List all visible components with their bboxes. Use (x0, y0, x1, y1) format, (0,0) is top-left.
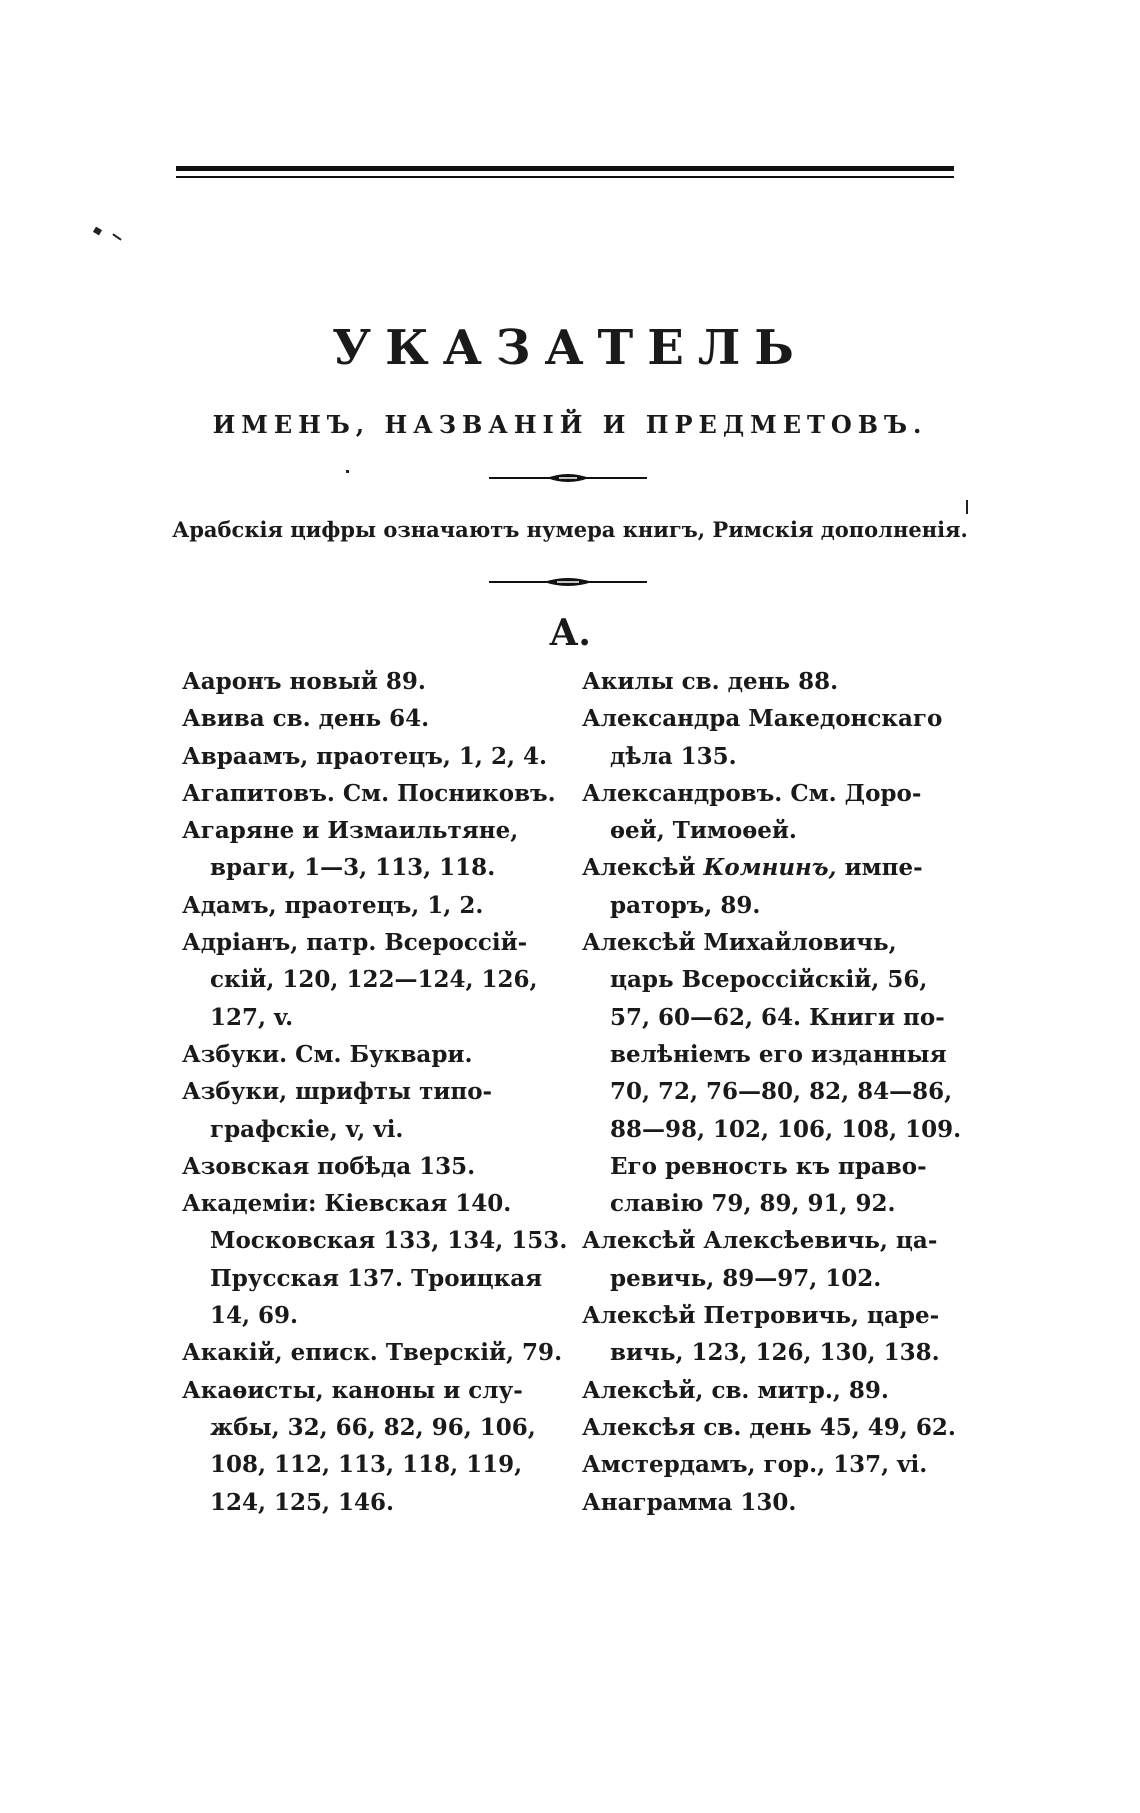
index-entry-line (182, 1297, 562, 1334)
index-entry-line (582, 849, 962, 886)
entry-text: ѳей, Тимоѳей. (610, 817, 797, 845)
entry-text: Анаграмма 130. (582, 1488, 797, 1516)
entry-text-italic: Комнинъ, (703, 854, 837, 882)
index-entry-line (182, 887, 562, 924)
index-entry-line (182, 1148, 562, 1185)
entry-text: графскіе, v, vi. (210, 1115, 404, 1143)
index-entry-line (182, 1409, 562, 1446)
index-entry-line (182, 1073, 562, 1110)
entry-text: 108, 112, 113, 118, 119, (210, 1451, 523, 1479)
index-entry-line (582, 775, 962, 812)
ornament-divider-icon (489, 574, 647, 590)
index-entry-line (582, 1409, 962, 1446)
entry-text: Амстердамъ, гор., 137, vi. (582, 1451, 928, 1479)
entry-text: Авива св. день 64. (182, 705, 430, 733)
entry-text: Алексѣй Алексѣевичь, ца- (582, 1227, 938, 1255)
index-entry-line (582, 1484, 962, 1521)
index-entry-line (182, 1334, 562, 1371)
entry-text: Александра Македонскаго (582, 705, 943, 733)
index-entry-line (182, 775, 562, 812)
index-column-left (182, 663, 568, 1521)
ink-speck (93, 227, 102, 236)
index-entry-line (182, 1222, 568, 1259)
index-entry-line (582, 1111, 962, 1148)
entry-text: Азбуки. См. Буквари. (182, 1040, 473, 1068)
index-entry-line (182, 738, 562, 775)
entry-text: Академіи: Кіевская 140. (182, 1190, 512, 1218)
index-entry-line (582, 1036, 962, 1073)
entry-text: Алексѣй, св. митр., 89. (582, 1376, 889, 1404)
entry-text: 127, v. (210, 1003, 294, 1031)
entry-text: дѣла 135. (610, 742, 737, 770)
entry-text: Ааронъ новый 89. (182, 668, 426, 695)
entry-text: жбы, 32, 66, 82, 96, 106, (210, 1413, 536, 1441)
index-note: Арабскія цифры означаютъ нумера книгъ, Римскія дополненія. (172, 517, 968, 542)
index-entry-line (582, 887, 962, 924)
index-entry-line (582, 1446, 962, 1483)
index-entry-line (582, 1185, 962, 1222)
index-title: УКАЗАТЕЛЬ (332, 320, 808, 376)
index-entry-line (582, 1334, 962, 1371)
entry-text: 57, 60—62, 64. Книги по- (610, 1003, 945, 1031)
entry-text: 14, 69. (210, 1302, 299, 1330)
entry-text: враги, 1—3, 113, 118. (210, 854, 496, 882)
entry-text: Акилы св. день 88. (582, 668, 839, 695)
entry-text: Авраамъ, праотецъ, 1, 2, 4. (182, 742, 547, 770)
index-entry-line (582, 1073, 962, 1110)
section-letter: А. (549, 612, 591, 654)
entry-text: царь Всероссійскій, 56, (610, 966, 928, 994)
index-entry-line (582, 738, 962, 775)
entry-text: раторъ, 89. (610, 891, 761, 919)
index-entry-line (582, 999, 962, 1036)
entry-text: Акаѳисты, каноны и слу- (182, 1376, 523, 1404)
index-entry-line (182, 1484, 562, 1521)
entry-text-continued: импе- (836, 854, 923, 882)
entry-text: Алексѣй (582, 854, 704, 882)
entry-text: 124, 125, 146. (210, 1488, 395, 1516)
ink-speck (346, 470, 349, 473)
entry-text: Московская 133, 134, 153. (210, 1227, 568, 1255)
index-subtitle: ИМЕНЪ, НАЗВАНІЙ И ПРЕДМЕТОВЪ. (212, 410, 928, 439)
index-entry-line (182, 999, 562, 1036)
entry-text: Его ревность къ право- (610, 1152, 927, 1180)
entry-text: 88—98, 102, 106, 108, 109. (610, 1115, 962, 1143)
ink-speck (966, 500, 968, 514)
top-rule-thick (176, 166, 954, 171)
ornament-divider-icon (489, 470, 647, 486)
index-entry-line (582, 663, 962, 700)
entry-text: Прусская 137. Троицкая (210, 1264, 543, 1292)
entry-text: велѣніемъ его изданныя (610, 1040, 947, 1068)
entry-text: Александровъ. См. Доро- (582, 779, 922, 807)
entry-text: Агаряне и Измаильтяне, (182, 817, 519, 845)
index-entry-line (582, 1372, 962, 1409)
entry-text: Адріанъ, патр. Всероссій- (182, 929, 528, 957)
index-entry-line (182, 849, 562, 886)
index-entry-line (182, 1260, 562, 1297)
entry-text: Алексѣя св. день 45, 49, 62. (582, 1413, 956, 1441)
index-entry-line (182, 924, 562, 961)
entry-text: славію 79, 89, 91, 92. (610, 1190, 896, 1218)
index-entry-line (182, 1185, 562, 1222)
entry-text: скій, 120, 122—124, 126, (210, 966, 538, 994)
ink-speck (112, 233, 121, 240)
index-column-right (582, 663, 962, 1521)
index-entry-line (182, 1111, 562, 1148)
index-entry-line (182, 663, 562, 700)
entry-text: Алексѣй Петровичь, царе- (582, 1302, 940, 1330)
entry-text: вичь, 123, 126, 130, 138. (610, 1339, 940, 1367)
index-entry-line (582, 924, 962, 961)
index-entry-line (582, 812, 962, 849)
index-entry-line (582, 700, 962, 737)
entry-text: Азовская побѣда 135. (182, 1152, 476, 1180)
entry-text: Азбуки, шрифты типо- (182, 1078, 493, 1106)
entry-text: Алексѣй Михайловичь, (582, 929, 897, 957)
top-rule-thin (176, 176, 954, 178)
entry-text: ревичь, 89—97, 102. (610, 1264, 882, 1292)
entry-text: 70, 72, 76—80, 82, 84—86, (610, 1078, 953, 1106)
index-entry-line (582, 1148, 962, 1185)
index-entry-line (182, 1446, 562, 1483)
index-entry-line (182, 1372, 562, 1409)
index-entry-line (182, 961, 562, 998)
entry-text: Акакій, еписк. Тверскій, 79. (182, 1339, 563, 1367)
index-entry-line (182, 812, 562, 849)
index-entry-line (582, 1297, 962, 1334)
index-entry-line (182, 1036, 562, 1073)
entry-text: Адамъ, праотецъ, 1, 2. (182, 891, 484, 919)
entry-text: Агапитовъ. См. Посниковъ. (182, 779, 556, 807)
index-entry-line (182, 700, 562, 737)
index-entry-line (582, 1260, 962, 1297)
index-entry-line (582, 1222, 962, 1259)
index-entry-line (582, 961, 962, 998)
